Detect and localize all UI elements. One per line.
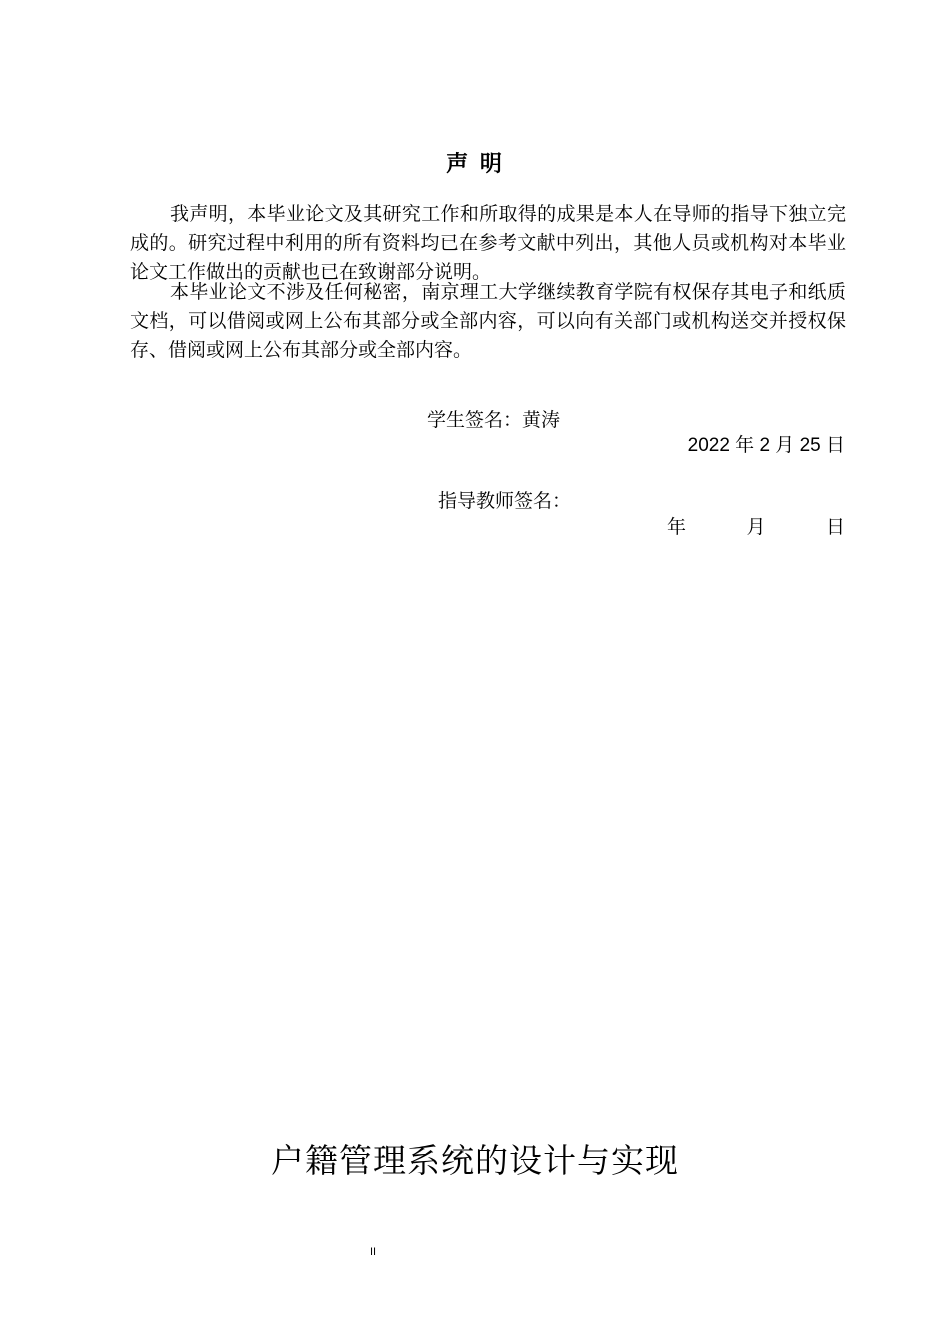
teacher-signature: 指导教师签名： <box>438 490 572 512</box>
thesis-title: 户籍管理系统的设计与实现 <box>271 1141 679 1180</box>
student-signature: 学生签名：黄涛 <box>427 409 561 431</box>
date-day-label: 日 <box>825 516 845 538</box>
date-month-label: 月 <box>746 516 766 538</box>
declaration-paragraph-1: 我声明，本毕业论文及其研究工作和所取得的成果是本人在导师的指导下独立完成的。研究过程中利用的所有资料均已在参考文献中列出，其他人员或机构对本毕业论文工作做出的贡献也已在致谢部分说明。 <box>130 203 846 283</box>
date-year-label: 年 <box>667 516 687 538</box>
teacher-signature-date <box>667 513 845 541</box>
declaration-paragraph-2: 本毕业论文不涉及任何秘密，南京理工大学继续教育学院有权保存其电子和纸质文档，可以借阅或网上公布其部分或全部内容，可以向有关部门或机构送交并授权保存、借阅或网上公布其部分或全部内容。 <box>130 281 846 361</box>
declaration-heading: 声 明 <box>446 152 504 177</box>
page-number: II <box>370 1246 377 1258</box>
student-signature-date: 2022 年 2 月 25 日 <box>687 435 845 456</box>
